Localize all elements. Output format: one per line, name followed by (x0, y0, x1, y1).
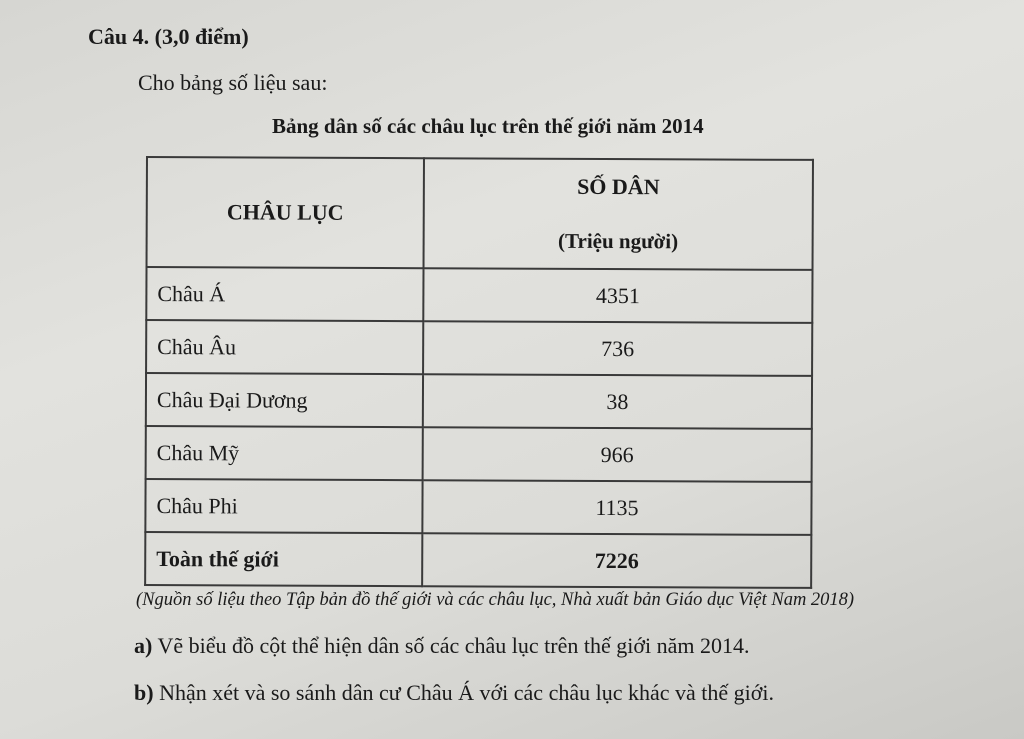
task-b-label: b) (134, 680, 154, 705)
total-label: Toàn thế giới (145, 532, 422, 586)
row-population-value: 38 (423, 374, 812, 429)
task-a-text: Vẽ biểu đồ cột thể hiện dân số các châu lục trên thế giới năm 2014. (157, 633, 750, 658)
row-continent-name: Châu Á (146, 267, 423, 321)
table-source-note: (Nguồn số liệu theo Tập bản đồ thế giới và các châu lục, Nhà xuất bản Giáo dục Việt Nam 2018) (136, 590, 855, 610)
row-population-value: 736 (423, 321, 812, 376)
question-intro: Cho bảng số liệu sau: (138, 70, 328, 95)
table-row (146, 426, 812, 482)
row-population-value: 966 (423, 427, 812, 482)
table-title: Bảng dân số các châu lục trên thế giới năm 2014 (272, 114, 704, 138)
task-a (134, 633, 749, 659)
row-continent-name: Châu Mỹ (146, 426, 423, 480)
population-table (144, 156, 814, 589)
task-b-text: Nhận xét và so sánh dân cư Châu Á với các châu lục khác và thế giới. (159, 680, 774, 705)
header-population-label: SỐ DÂN (577, 173, 660, 200)
row-continent-name: Châu Âu (146, 320, 423, 374)
total-value: 7226 (422, 533, 811, 588)
table-total-row (145, 532, 811, 588)
row-continent-name: Châu Đại Dương (146, 373, 423, 427)
header-population-unit: (Triệu người) (558, 228, 679, 254)
row-continent-name: Châu Phi (145, 479, 422, 533)
task-a-label: a) (134, 633, 153, 658)
header-continent: CHÂU LỤC (147, 157, 424, 268)
row-population-value: 1135 (422, 480, 811, 535)
table-row (146, 320, 812, 376)
row-population-value: 4351 (423, 268, 812, 323)
question-title: Câu 4. (3,0 điểm) (88, 24, 249, 49)
task-b (134, 680, 774, 706)
header-population (424, 158, 813, 270)
table-row (146, 373, 812, 429)
table-row (146, 267, 812, 323)
table-header-row (147, 157, 813, 270)
table-row (145, 479, 811, 535)
